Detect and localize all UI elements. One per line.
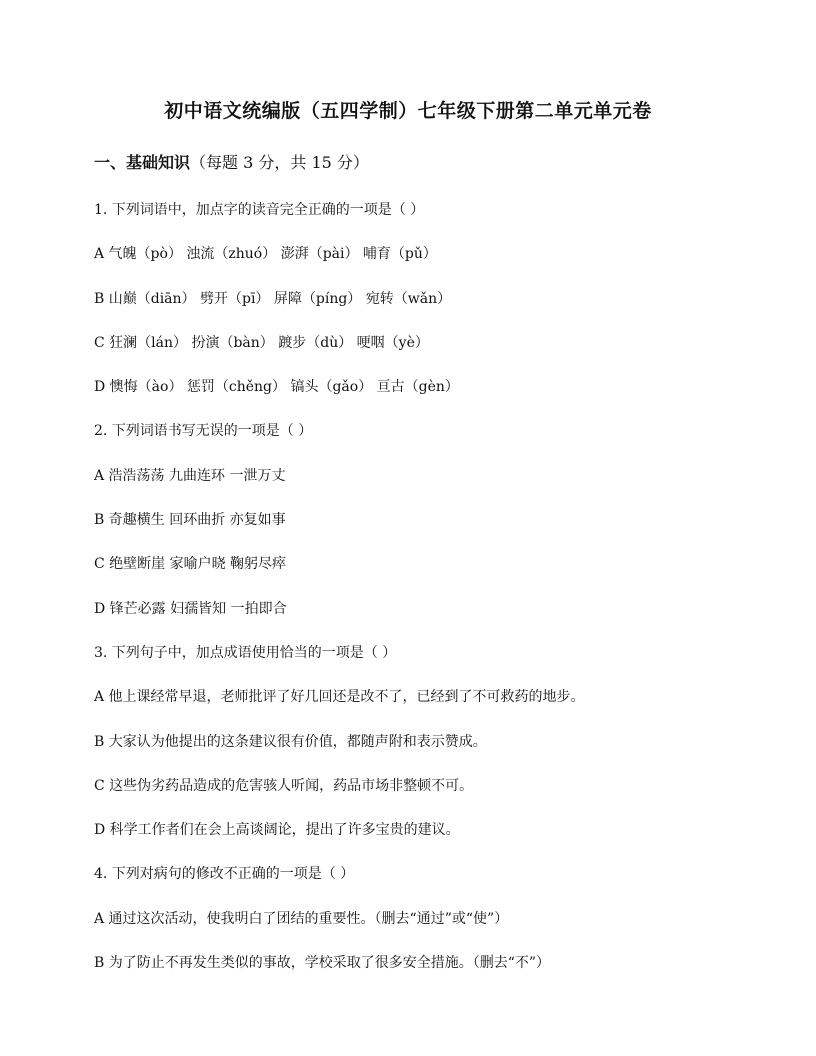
question-list (94, 199, 794, 996)
question-4-stem: 4. 下列对病句的修改不正确的一项是（ ） (94, 866, 355, 883)
question-1-option-a: A 气魄（pò） 浊流（zhuó） 澎湃（pài） 哺育（pǔ） (94, 246, 437, 263)
question-1-stem: 1. 下列词语中，加点字的读音完全正确的一项是（ ） (94, 202, 425, 218)
question-3-option-c: C 这些伪劣药品造成的危害骇人听闻，药品市场非整顿不可。 (94, 777, 474, 794)
document-title: 初中语文统编版（五四学制）七年级下册第二单元单元卷 (164, 100, 652, 122)
question-4-option-a: A 通过这次活动，使我明白了团结的重要性。（删去“通过”或“使”） (94, 910, 509, 927)
question-2-stem: 2. 下列词语书写无误的一项是（ ） (94, 423, 313, 440)
question-2-option-d: D 锋芒必露 妇孺皆知 一拍即合 (94, 600, 287, 617)
question-4-option-b: B 为了防止不再发生类似的事故，学校采取了很多安全措施。（删去“不”） (94, 955, 551, 972)
question-3-option-d: D 科学工作者们在会上高谈阔论，提出了许多宝贵的建议。 (94, 822, 460, 839)
question-3-option-a: A 他上课经常早退，老师批评了好几回还是改不了，已经到了不可救药的地步。 (94, 689, 585, 706)
section-score-note: （每题 3 分，共 15 分） (190, 153, 369, 172)
question-2-option-c: C 绝壁断崖 家喻户晓 鞠躬尽瘁 (94, 556, 287, 573)
question-2-option-a: A 浩浩荡荡 九曲连环 一泄万丈 (94, 467, 286, 484)
question-1-option-c: C 狂澜（lán） 扮演（bàn） 踱步（dù） 哽咽（yè） (94, 334, 429, 351)
section-label: 一、基础知识 (94, 153, 191, 172)
question-3-option-b: B 大家认为他提出的这条建议很有价值，都随声附和表示赞成。 (94, 733, 487, 750)
section-heading (94, 150, 369, 173)
question-1-option-b: B 山巅（diān） 劈开（pī） 屏障（píng） 宛转（wǎn） (94, 290, 452, 307)
question-3-stem: 3. 下列句子中，加点成语使用恰当的一项是（ ） (94, 644, 397, 661)
question-1-option-d: D 懊悔（ào） 惩罚（chěng） 镐头（gǎo） 亘古（gèn） (94, 379, 459, 396)
question-2-option-b: B 奇趣横生 回环曲折 亦复如事 (94, 512, 286, 529)
